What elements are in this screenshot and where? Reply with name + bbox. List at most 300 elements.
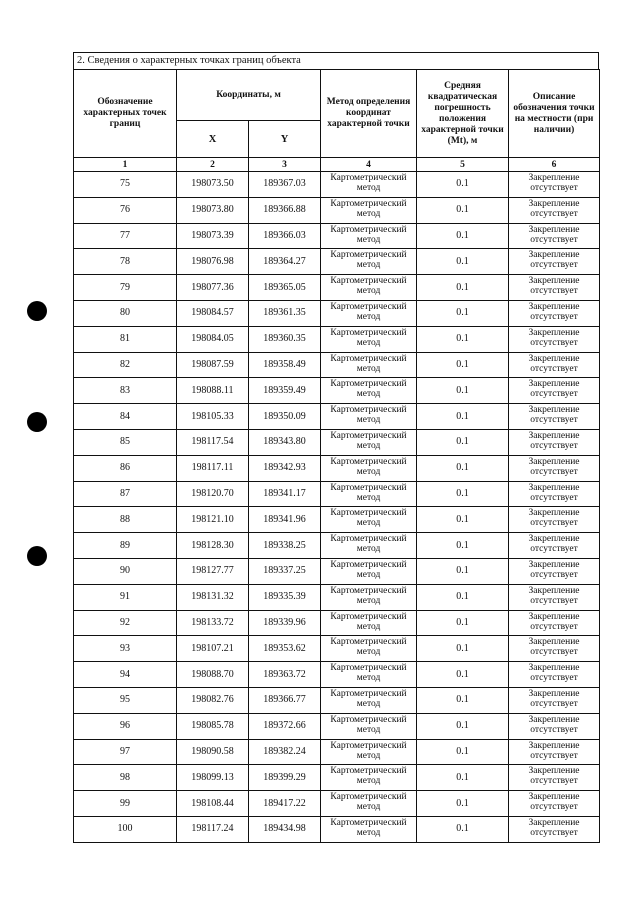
description-line: Закрепление — [528, 276, 580, 287]
method-line: метод — [356, 595, 381, 606]
method-line: Картометрический — [330, 611, 407, 622]
coord-y: 189365.05 — [249, 275, 321, 301]
method-line: метод — [356, 337, 381, 348]
coord-x: 198105.33 — [177, 404, 249, 430]
coord-x: 198117.54 — [177, 429, 249, 455]
error-value: 0.1 — [417, 352, 509, 378]
document-sheet — [73, 52, 599, 843]
method-line: Картометрический — [330, 740, 407, 751]
coord-x: 198099.13 — [177, 765, 249, 791]
error-value: 0.1 — [417, 610, 509, 636]
description-line: отсутствует — [530, 802, 578, 813]
error-value: 0.1 — [417, 197, 509, 223]
header-y: Y — [249, 121, 321, 158]
description-line: Закрепление — [528, 250, 580, 261]
table-row — [74, 275, 600, 301]
method-line: Картометрический — [330, 482, 407, 493]
error-value: 0.1 — [417, 404, 509, 430]
description — [509, 481, 600, 507]
coord-y: 189363.72 — [249, 662, 321, 688]
method — [321, 429, 417, 455]
description-line: отсутствует — [530, 518, 578, 529]
table-row — [74, 300, 600, 326]
description-line: отсутствует — [530, 311, 578, 322]
column-number: 4 — [321, 158, 417, 172]
table-row — [74, 481, 600, 507]
point-id: 95 — [74, 687, 177, 713]
coord-y: 189353.62 — [249, 636, 321, 662]
method-line: Картометрический — [330, 508, 407, 519]
coord-x: 198121.10 — [177, 507, 249, 533]
method-line: Картометрический — [330, 353, 407, 364]
table-row — [74, 223, 600, 249]
description — [509, 662, 600, 688]
description-line: Закрепление — [528, 611, 580, 622]
method — [321, 713, 417, 739]
method-line: Картометрический — [330, 663, 407, 674]
method-line: Картометрический — [330, 585, 407, 596]
header-coordinates: Координаты, м — [177, 70, 321, 121]
method-line: метод — [356, 698, 381, 709]
coord-x: 198120.70 — [177, 481, 249, 507]
description-line: отсутствует — [530, 208, 578, 219]
coord-x: 198073.39 — [177, 223, 249, 249]
error-value: 0.1 — [417, 481, 509, 507]
error-value: 0.1 — [417, 558, 509, 584]
coord-y: 189372.66 — [249, 713, 321, 739]
column-number: 5 — [417, 158, 509, 172]
coord-y: 189366.88 — [249, 197, 321, 223]
error-value: 0.1 — [417, 636, 509, 662]
table-row — [74, 687, 600, 713]
description — [509, 739, 600, 765]
table-row — [74, 662, 600, 688]
description — [509, 584, 600, 610]
method-line: Картометрический — [330, 559, 407, 570]
description-line: Закрепление — [528, 430, 580, 441]
coord-y: 189361.35 — [249, 300, 321, 326]
method-line: Картометрический — [330, 405, 407, 416]
coord-y: 189350.09 — [249, 404, 321, 430]
method-line: Картометрический — [330, 817, 407, 828]
coord-x: 198084.57 — [177, 300, 249, 326]
point-id: 79 — [74, 275, 177, 301]
error-value: 0.1 — [417, 739, 509, 765]
description — [509, 172, 600, 198]
description — [509, 687, 600, 713]
method — [321, 300, 417, 326]
description-line: отсутствует — [530, 440, 578, 451]
header-error: Средняя квадратическая погрешность положения характерной точки (Mt), м — [417, 70, 509, 158]
method — [321, 481, 417, 507]
description — [509, 791, 600, 817]
description-line: отсутствует — [530, 776, 578, 787]
binder-hole — [27, 546, 47, 566]
description — [509, 507, 600, 533]
method — [321, 791, 417, 817]
table-row — [74, 197, 600, 223]
table-row — [74, 172, 600, 198]
table-row — [74, 455, 600, 481]
point-id: 99 — [74, 791, 177, 817]
error-value: 0.1 — [417, 455, 509, 481]
method-line: метод — [356, 183, 381, 193]
description-line: Закрепление — [528, 379, 580, 390]
coord-x: 198077.36 — [177, 275, 249, 301]
table-row — [74, 378, 600, 404]
error-value: 0.1 — [417, 378, 509, 404]
coord-x: 198108.44 — [177, 791, 249, 817]
method — [321, 558, 417, 584]
point-id: 86 — [74, 455, 177, 481]
point-id: 92 — [74, 610, 177, 636]
method — [321, 610, 417, 636]
method-line: метод — [356, 466, 381, 477]
coord-y: 189366.03 — [249, 223, 321, 249]
description-line: Закрепление — [528, 198, 580, 209]
method-line: метод — [356, 286, 381, 297]
description-line: Закрепление — [528, 688, 580, 699]
coord-y: 189341.96 — [249, 507, 321, 533]
method-line: Картометрический — [330, 456, 407, 467]
point-id: 75 — [74, 172, 177, 198]
header-description: Описание обозначения точки на местности (при наличии) — [509, 70, 600, 158]
coord-x: 198090.58 — [177, 739, 249, 765]
coord-x: 198127.77 — [177, 558, 249, 584]
method-line: метод — [356, 363, 381, 374]
coord-x: 198128.30 — [177, 533, 249, 559]
description-line: Закрепление — [528, 559, 580, 570]
method-line: метод — [356, 492, 381, 503]
table-row — [74, 636, 600, 662]
error-value: 0.1 — [417, 765, 509, 791]
description-line: Закрепление — [528, 792, 580, 803]
table-row — [74, 816, 600, 842]
point-id: 80 — [74, 300, 177, 326]
description-line: отсутствует — [530, 827, 578, 838]
method-line: метод — [356, 621, 381, 632]
table-row — [74, 558, 600, 584]
point-id: 83 — [74, 378, 177, 404]
coord-x: 198076.98 — [177, 249, 249, 275]
description-line: отсутствует — [530, 260, 578, 271]
table-row — [74, 713, 600, 739]
table-row — [74, 507, 600, 533]
method — [321, 275, 417, 301]
error-value: 0.1 — [417, 713, 509, 739]
boundary-points-table — [73, 69, 600, 843]
description — [509, 713, 600, 739]
table-row — [74, 765, 600, 791]
coord-y: 189367.03 — [249, 172, 321, 198]
point-id: 93 — [74, 636, 177, 662]
coord-y: 189335.39 — [249, 584, 321, 610]
error-value: 0.1 — [417, 275, 509, 301]
point-id: 94 — [74, 662, 177, 688]
table-row — [74, 326, 600, 352]
method — [321, 223, 417, 249]
description-line: Закрепление — [528, 637, 580, 648]
point-id: 90 — [74, 558, 177, 584]
description-line: отсутствует — [530, 569, 578, 580]
method-line: метод — [356, 544, 381, 555]
description — [509, 197, 600, 223]
method — [321, 326, 417, 352]
coord-x: 198085.78 — [177, 713, 249, 739]
method-line: метод — [356, 518, 381, 529]
description-line: Закрепление — [528, 456, 580, 467]
point-id: 81 — [74, 326, 177, 352]
method-line: Картометрический — [330, 379, 407, 390]
description-line: отсутствует — [530, 492, 578, 503]
coord-y: 189341.17 — [249, 481, 321, 507]
table-row — [74, 404, 600, 430]
point-id: 77 — [74, 223, 177, 249]
method-line: метод — [356, 776, 381, 787]
coord-x: 198133.72 — [177, 610, 249, 636]
binder-hole — [27, 412, 47, 432]
description — [509, 249, 600, 275]
coord-y: 189359.49 — [249, 378, 321, 404]
description-line: отсутствует — [530, 415, 578, 426]
point-id: 97 — [74, 739, 177, 765]
coord-y: 189337.25 — [249, 558, 321, 584]
method-line: метод — [356, 802, 381, 813]
description-line: Закрепление — [528, 405, 580, 416]
method-line: Картометрический — [330, 766, 407, 777]
coord-y: 189343.80 — [249, 429, 321, 455]
header-method: Метод определения координат характерной точки — [321, 70, 417, 158]
description — [509, 558, 600, 584]
method-line: Картометрический — [330, 430, 407, 441]
description — [509, 816, 600, 842]
point-id: 85 — [74, 429, 177, 455]
method-line: Картометрический — [330, 250, 407, 261]
column-number: 2 — [177, 158, 249, 172]
description — [509, 352, 600, 378]
description-line: Закрепление — [528, 663, 580, 674]
coord-y: 189399.29 — [249, 765, 321, 791]
description — [509, 610, 600, 636]
column-number: 1 — [74, 158, 177, 172]
error-value: 0.1 — [417, 223, 509, 249]
method — [321, 765, 417, 791]
point-id: 98 — [74, 765, 177, 791]
table-row — [74, 739, 600, 765]
table-row — [74, 610, 600, 636]
error-value: 0.1 — [417, 172, 509, 198]
description-line: Закрепление — [528, 327, 580, 338]
table-row — [74, 791, 600, 817]
method-line: метод — [356, 750, 381, 761]
coord-x: 198082.76 — [177, 687, 249, 713]
description-line: отсутствует — [530, 183, 578, 193]
header-x: X — [177, 121, 249, 158]
table-row — [74, 584, 600, 610]
description-line: Закрепление — [528, 482, 580, 493]
error-value: 0.1 — [417, 507, 509, 533]
method — [321, 172, 417, 198]
method — [321, 404, 417, 430]
method-line: Картометрический — [330, 198, 407, 209]
method — [321, 352, 417, 378]
description-line: отсутствует — [530, 466, 578, 477]
error-value: 0.1 — [417, 791, 509, 817]
coord-x: 198088.70 — [177, 662, 249, 688]
method-line: метод — [356, 569, 381, 580]
method-line: метод — [356, 724, 381, 735]
point-id: 89 — [74, 533, 177, 559]
method-line: метод — [356, 647, 381, 658]
description-line: Закрепление — [528, 173, 580, 183]
method-line: метод — [356, 415, 381, 426]
method — [321, 197, 417, 223]
description-line: Закрепление — [528, 508, 580, 519]
point-id: 91 — [74, 584, 177, 610]
description — [509, 404, 600, 430]
method-line: метод — [356, 673, 381, 684]
table-row — [74, 533, 600, 559]
method-line: метод — [356, 234, 381, 245]
description-line: отсутствует — [530, 363, 578, 374]
description-line: Закрепление — [528, 817, 580, 828]
description — [509, 326, 600, 352]
coord-x: 198073.80 — [177, 197, 249, 223]
description-line: Закрепление — [528, 224, 580, 235]
description-line: Закрепление — [528, 740, 580, 751]
coord-y: 189342.93 — [249, 455, 321, 481]
table-row — [74, 429, 600, 455]
method-line: Картометрический — [330, 276, 407, 287]
method-line: Картометрический — [330, 224, 407, 235]
description — [509, 533, 600, 559]
method-line: метод — [356, 389, 381, 400]
point-id: 82 — [74, 352, 177, 378]
description-line: отсутствует — [530, 234, 578, 245]
description-line: Закрепление — [528, 353, 580, 364]
description-line: отсутствует — [530, 286, 578, 297]
table-row — [74, 352, 600, 378]
error-value: 0.1 — [417, 429, 509, 455]
error-value: 0.1 — [417, 249, 509, 275]
method — [321, 507, 417, 533]
coord-x: 198131.32 — [177, 584, 249, 610]
method-line: Картометрический — [330, 637, 407, 648]
coord-y: 189338.25 — [249, 533, 321, 559]
description-line: отсутствует — [530, 621, 578, 632]
method-line: Картометрический — [330, 173, 407, 183]
description-line: отсутствует — [530, 750, 578, 761]
description — [509, 765, 600, 791]
coord-y: 189434.98 — [249, 816, 321, 842]
description-line: отсутствует — [530, 595, 578, 606]
method-line: метод — [356, 260, 381, 271]
error-value: 0.1 — [417, 533, 509, 559]
binder-hole — [27, 301, 47, 321]
coord-x: 198117.24 — [177, 816, 249, 842]
point-id: 87 — [74, 481, 177, 507]
coord-x: 198117.11 — [177, 455, 249, 481]
method — [321, 533, 417, 559]
description-line: отсутствует — [530, 544, 578, 555]
description — [509, 275, 600, 301]
point-id: 78 — [74, 249, 177, 275]
coord-x: 198088.11 — [177, 378, 249, 404]
description-line: Закрепление — [528, 301, 580, 312]
error-value: 0.1 — [417, 584, 509, 610]
method-line: метод — [356, 208, 381, 219]
description-line: отсутствует — [530, 724, 578, 735]
description — [509, 636, 600, 662]
method — [321, 378, 417, 404]
description-line: отсутствует — [530, 389, 578, 400]
error-value: 0.1 — [417, 300, 509, 326]
description — [509, 378, 600, 404]
column-numbers-row — [74, 158, 600, 172]
table-caption: 2. Сведения о характерных точках границ объекта — [73, 52, 599, 69]
description — [509, 429, 600, 455]
coord-x: 198107.21 — [177, 636, 249, 662]
column-number: 6 — [509, 158, 600, 172]
description-line: отсутствует — [530, 698, 578, 709]
description — [509, 455, 600, 481]
description-line: Закрепление — [528, 585, 580, 596]
method-line: Картометрический — [330, 792, 407, 803]
method-line: метод — [356, 827, 381, 838]
method-line: Картометрический — [330, 688, 407, 699]
error-value: 0.1 — [417, 662, 509, 688]
method — [321, 687, 417, 713]
point-id: 96 — [74, 713, 177, 739]
coord-y: 189360.35 — [249, 326, 321, 352]
description-line: отсутствует — [530, 673, 578, 684]
method — [321, 816, 417, 842]
method — [321, 455, 417, 481]
point-id: 88 — [74, 507, 177, 533]
method — [321, 584, 417, 610]
description-line: Закрепление — [528, 766, 580, 777]
method-line: Картометрический — [330, 534, 407, 545]
coord-y: 189366.77 — [249, 687, 321, 713]
coord-y: 189358.49 — [249, 352, 321, 378]
description — [509, 300, 600, 326]
method — [321, 249, 417, 275]
coord-y: 189417.22 — [249, 791, 321, 817]
description-line: отсутствует — [530, 337, 578, 348]
point-id: 84 — [74, 404, 177, 430]
description-line: Закрепление — [528, 534, 580, 545]
table-row — [74, 249, 600, 275]
method — [321, 739, 417, 765]
coord-y: 189339.96 — [249, 610, 321, 636]
error-value: 0.1 — [417, 326, 509, 352]
method — [321, 636, 417, 662]
error-value: 0.1 — [417, 687, 509, 713]
coord-y: 189382.24 — [249, 739, 321, 765]
method-line: Картометрический — [330, 714, 407, 725]
method-line: метод — [356, 311, 381, 322]
method-line: метод — [356, 440, 381, 451]
point-id: 100 — [74, 816, 177, 842]
method — [321, 662, 417, 688]
coord-x: 198073.50 — [177, 172, 249, 198]
method-line: Картометрический — [330, 301, 407, 312]
coord-x: 198084.05 — [177, 326, 249, 352]
description — [509, 223, 600, 249]
description-line: отсутствует — [530, 647, 578, 658]
coord-y: 189364.27 — [249, 249, 321, 275]
point-id: 76 — [74, 197, 177, 223]
